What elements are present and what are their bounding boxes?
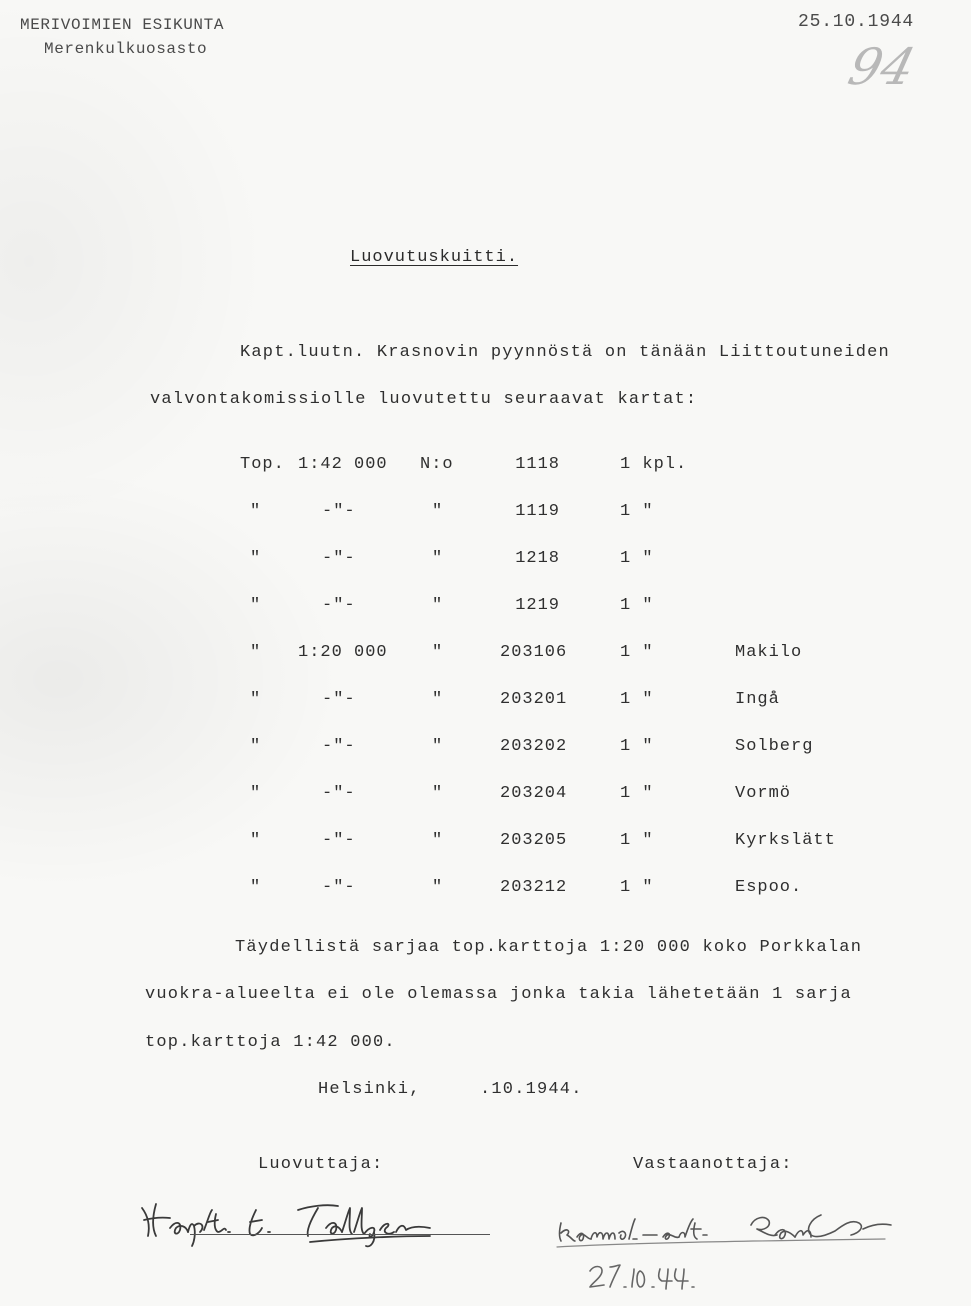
giver-signature bbox=[130, 1190, 500, 1250]
note-line-2: vuokra-alueelta ei ole olemassa jonka takia lähetetään 1 sarja bbox=[145, 985, 852, 1004]
document-date: 25.10.1944 bbox=[798, 12, 915, 32]
map-type: " bbox=[250, 690, 262, 709]
map-quantity: 1 " bbox=[620, 643, 654, 662]
place: Helsinki, bbox=[318, 1080, 421, 1099]
table-row bbox=[0, 502, 971, 528]
note-line-1: Täydellistä sarjaa top.karttoja 1:20 000 koko Porkkalan bbox=[235, 938, 863, 957]
map-quantity: 1 kpl. bbox=[620, 455, 688, 474]
map-number: 1218 bbox=[515, 549, 560, 568]
map-type: " bbox=[250, 549, 262, 568]
map-number-label: " bbox=[432, 737, 444, 756]
map-quantity: 1 " bbox=[620, 690, 654, 709]
map-number-label: " bbox=[432, 502, 444, 521]
table-row bbox=[0, 596, 971, 622]
receiver-label: Vastaanottaja: bbox=[633, 1155, 793, 1174]
map-scale: -"- bbox=[322, 737, 356, 756]
receiver-signature bbox=[545, 1195, 915, 1255]
map-number-label: " bbox=[432, 878, 444, 897]
map-number: 203106 bbox=[500, 643, 568, 662]
map-quantity: 1 " bbox=[620, 878, 654, 897]
department-name: Merenkulkuosasto bbox=[44, 40, 208, 58]
intro-line-2: valvontakomissiolle luovutettu seuraavat kartat: bbox=[150, 390, 698, 409]
map-number-label: N:o bbox=[420, 455, 454, 474]
map-number: 203201 bbox=[500, 690, 568, 709]
table-row bbox=[0, 549, 971, 575]
map-type: " bbox=[250, 643, 262, 662]
map-number: 203212 bbox=[500, 878, 568, 897]
map-type: " bbox=[250, 596, 262, 615]
map-number-label: " bbox=[432, 549, 444, 568]
map-scale: 1:20 000 bbox=[298, 643, 388, 662]
map-type: " bbox=[250, 784, 262, 803]
map-number-label: " bbox=[432, 831, 444, 850]
map-number: 1119 bbox=[515, 502, 560, 521]
map-scale: -"- bbox=[322, 784, 356, 803]
map-place: Espoo. bbox=[735, 878, 803, 897]
map-quantity: 1 " bbox=[620, 549, 654, 568]
receiver-date-handwritten bbox=[580, 1255, 720, 1295]
note-line-3: top.karttoja 1:42 000. bbox=[145, 1033, 396, 1052]
map-number-label: " bbox=[432, 596, 444, 615]
giver-label: Luovuttaja: bbox=[258, 1155, 384, 1174]
table-row bbox=[0, 878, 971, 904]
map-number-label: " bbox=[432, 784, 444, 803]
map-scale: -"- bbox=[322, 690, 356, 709]
map-place: Ingå bbox=[735, 690, 780, 709]
archive-number: 94 bbox=[842, 38, 921, 96]
map-quantity: 1 " bbox=[620, 831, 654, 850]
map-type: " bbox=[250, 831, 262, 850]
map-place: Solberg bbox=[735, 737, 814, 756]
map-scale: -"- bbox=[322, 878, 356, 897]
giver-signature-line bbox=[190, 1234, 490, 1235]
place-date: .10.1944. bbox=[480, 1080, 583, 1099]
map-number: 203204 bbox=[500, 784, 568, 803]
map-quantity: 1 " bbox=[620, 502, 654, 521]
map-type: " bbox=[250, 737, 262, 756]
document-title: Luovutuskuitti. bbox=[350, 248, 519, 267]
table-row bbox=[0, 831, 971, 857]
table-row bbox=[0, 737, 971, 763]
map-scale: -"- bbox=[322, 549, 356, 568]
map-number: 1118 bbox=[515, 455, 560, 474]
organization-name: MERIVOIMIEN ESIKUNTA bbox=[20, 16, 225, 34]
map-number: 203205 bbox=[500, 831, 568, 850]
table-row bbox=[0, 643, 971, 669]
table-row bbox=[0, 784, 971, 810]
map-number: 203202 bbox=[500, 737, 568, 756]
map-quantity: 1 " bbox=[620, 784, 654, 803]
table-row bbox=[0, 690, 971, 716]
map-scale: 1:42 000 bbox=[298, 455, 388, 474]
intro-line-1: Kapt.luutn. Krasnovin pyynnöstä on tänään Liittoutuneiden bbox=[240, 343, 890, 362]
map-place: Vormö bbox=[735, 784, 792, 803]
table-row bbox=[0, 455, 971, 481]
map-type: " bbox=[250, 878, 262, 897]
map-number-label: " bbox=[432, 643, 444, 662]
map-number: 1219 bbox=[515, 596, 560, 615]
map-place: Makilo bbox=[735, 643, 803, 662]
map-number-label: " bbox=[432, 690, 444, 709]
map-scale: -"- bbox=[322, 831, 356, 850]
map-scale: -"- bbox=[322, 596, 356, 615]
map-quantity: 1 " bbox=[620, 596, 654, 615]
map-type: " bbox=[250, 502, 262, 521]
map-type: Top. bbox=[240, 455, 285, 474]
map-scale: -"- bbox=[322, 502, 356, 521]
map-quantity: 1 " bbox=[620, 737, 654, 756]
map-place: Kyrkslätt bbox=[735, 831, 836, 850]
